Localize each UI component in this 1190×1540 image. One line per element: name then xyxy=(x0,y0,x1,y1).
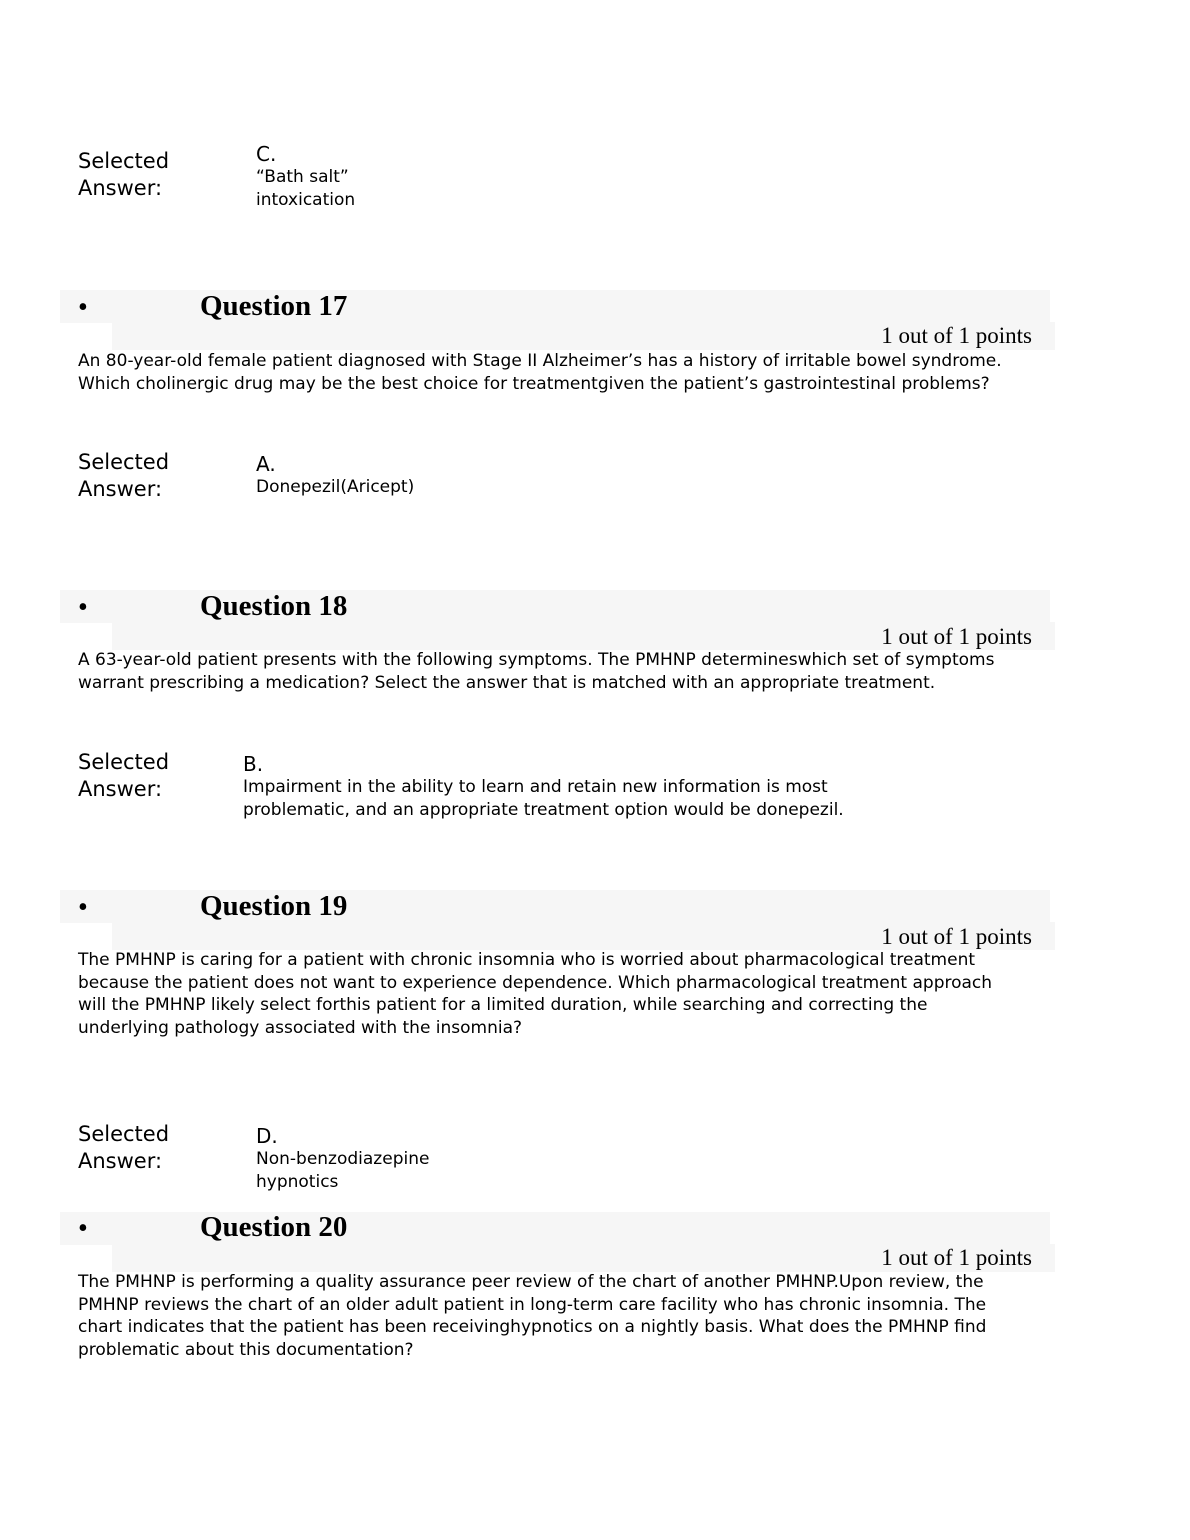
answer-text: Impairment in the ability to learn and retain new information is most xyxy=(243,777,828,797)
bullet-icon: • xyxy=(78,892,88,923)
answer-letter: B. xyxy=(243,752,264,776)
question-title: Question 20 xyxy=(200,1211,348,1243)
question-points: 1 out of 1 points xyxy=(881,1245,1032,1270)
selected-answer-label xyxy=(78,449,238,503)
answer-letter: D. xyxy=(256,1124,278,1148)
label-line: Answer: xyxy=(78,1149,163,1173)
selected-answer xyxy=(256,452,414,499)
bullet-icon: • xyxy=(78,1213,88,1244)
answer-letter: A. xyxy=(256,452,276,476)
question-points: 1 out of 1 points xyxy=(881,323,1032,348)
selected-answer-label xyxy=(78,749,238,803)
selected-answer-label xyxy=(78,1121,238,1175)
label-line: Selected xyxy=(78,450,170,474)
question-text: The PMHNP is caring for a patient with chronic insomnia who is worried about pharmacological treatment because the patient does not want to experience dependence. Which pharmacological treatment approach will the PMHNP likely select forthis patient for a limited duration, while searching and correcting the underlying pathology associated with the insomnia? xyxy=(78,950,993,1039)
label-line: Answer: xyxy=(78,477,163,501)
bullet-icon: • xyxy=(78,592,88,623)
question-text: An 80-year-old female patient diagnosed with Stage II Alzheimer’s has a history of irritable bowel syndrome. Which cholinergic drug may be the best choice for treatmentgiven the patient’s gastrointestinal problems? xyxy=(78,351,1002,394)
selected-answer xyxy=(256,1124,429,1194)
question-title: Question 19 xyxy=(200,890,348,922)
answer-text: Donepezil(Aricept) xyxy=(256,477,415,497)
label-line: Selected xyxy=(78,750,170,774)
label-line: Selected xyxy=(78,1122,170,1146)
selected-answer xyxy=(256,142,355,212)
selected-answer-label xyxy=(78,148,238,202)
answer-text: problematic, and an appropriate treatment option would be donepezil. xyxy=(243,800,844,820)
answer-text: “Bath salt” xyxy=(256,167,349,187)
question-points: 1 out of 1 points xyxy=(881,624,1032,649)
question-title: Question 17 xyxy=(200,290,348,322)
question-title: Question 18 xyxy=(200,590,348,622)
label-line: Answer: xyxy=(78,777,163,801)
answer-text: intoxication xyxy=(256,190,356,210)
answer-text: hypnotics xyxy=(256,1172,339,1192)
question-text: A 63-year-old patient presents with the following symptoms. The PMHNP determineswhich set of symptoms warrant prescribing a medication? Select the answer that is matched with an appropriate treatment. xyxy=(78,650,995,693)
label-line: Selected xyxy=(78,149,170,173)
question-points: 1 out of 1 points xyxy=(881,924,1032,949)
label-line: Answer: xyxy=(78,176,163,200)
question-text: The PMHNP is performing a quality assurance peer review of the chart of another PMHNP.Upon review, the PMHNP reviews the chart of an older adult patient in long-term care facility who has chronic insomnia. The chart indicates that the patient has been receivinghypnotics on a nightly basis. What does the PMHNP find problematic about this documentation? xyxy=(78,1272,987,1361)
selected-answer xyxy=(243,752,844,822)
answer-letter: C. xyxy=(256,142,277,166)
answer-text: Non-benzodiazepine xyxy=(256,1149,430,1169)
bullet-icon: • xyxy=(78,292,88,323)
